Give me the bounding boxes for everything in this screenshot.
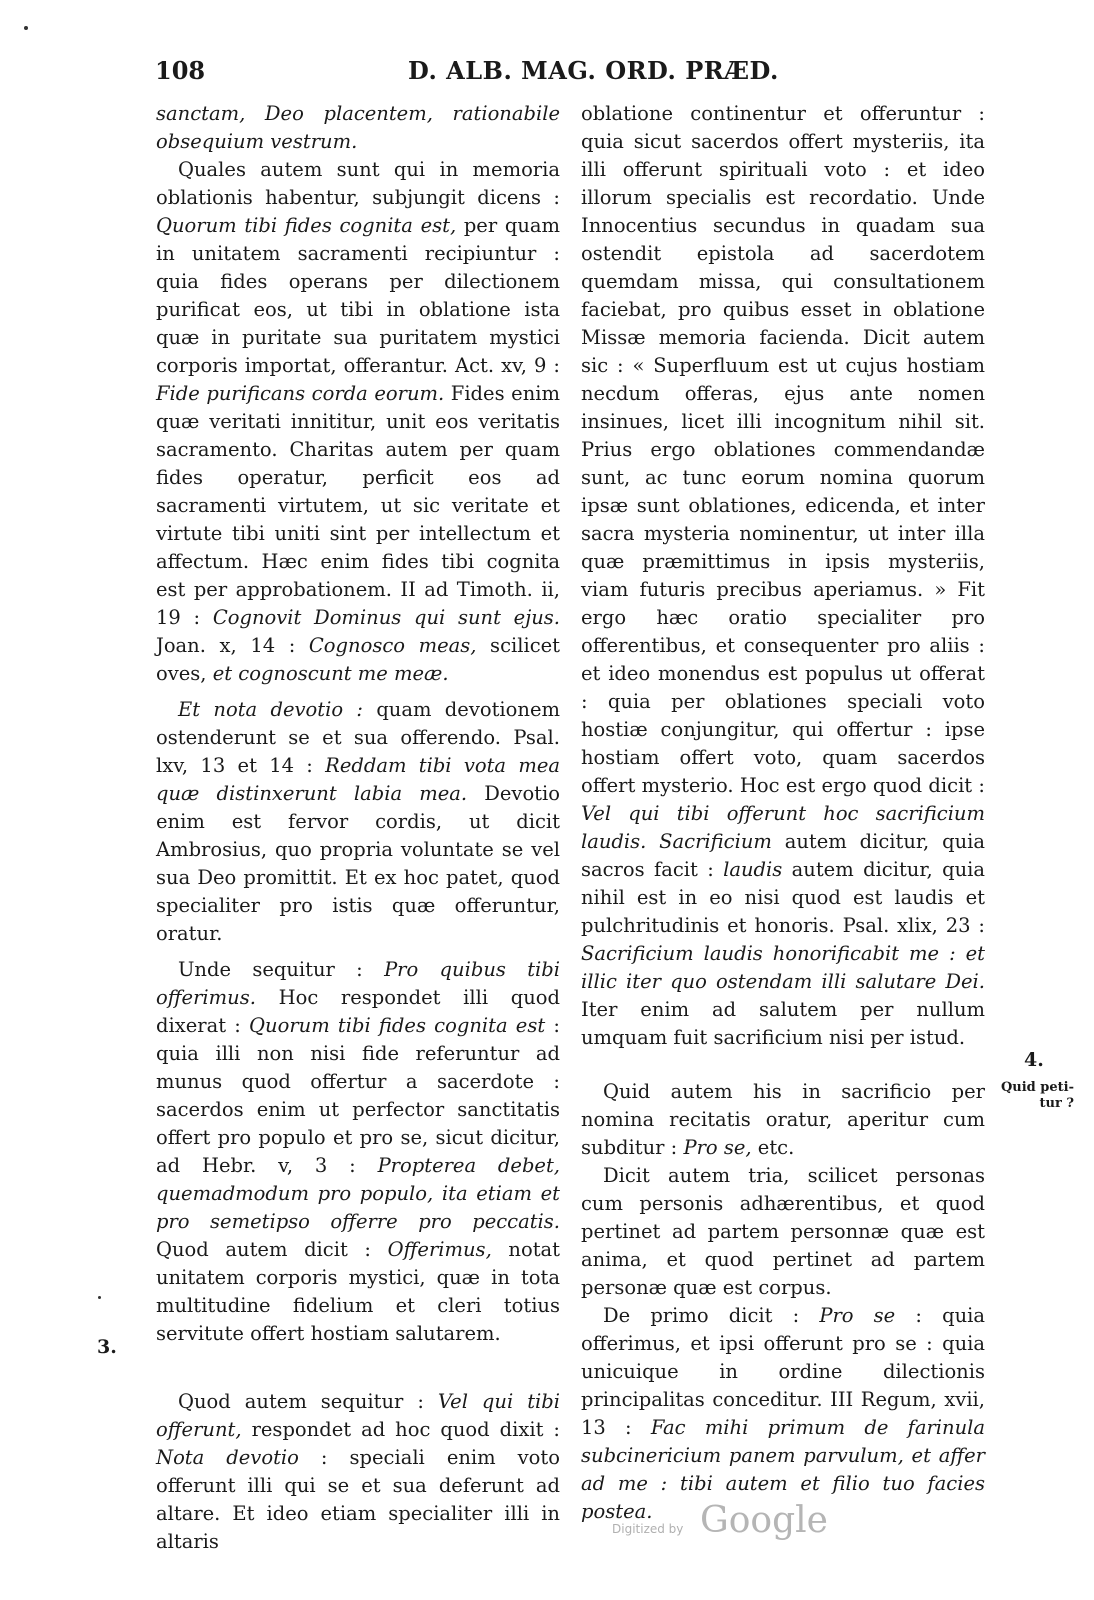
paragraph: Quales autem sunt qui in memoria oblationis habentur, subjungit dicens : Quorum tibi fides cognita est, per quam in unitatem sacramenti recipiuntur : quia fides operans per dilectionem purificat eos, ut tibi in oblatione ista quæ in puritate sua puritatem mystici corporis importat, offerantur. Act. xv, 9 : Fide purificans corda eorum. Fides enim quæ veritati innititur, unit eos veritatis sacramento. Charitas autem per quam fides operatur, perficit eos ad sacramenti virtutem, ut sic veritate et virtute tibi uniti sint per intellectum et affectum. Hæc enim fides tibi cognita est per approbationem. II ad Timoth. ii, 19 : Cognovit Dominus qui sunt ejus. Joan. x, 14 : Cognosco meas, scilicet oves, et cognoscunt me meæ. [156,158,561,685]
margin-section-number-3: 3. [97,1336,117,1358]
running-head: D. ALB. MAG. ORD. PRÆD. [408,56,779,85]
paragraph: Quid autem his in sacrificio per nomina recitatis oratur, aperitur cum subditur : Pro se, etc. [581,1080,985,1159]
watermark-logo-text: Google [700,1500,828,1541]
margin-note-line-1: Quid peti- [1000,1080,1074,1095]
right-text-column [581,100,985,1526]
margin-note-line-2: tur ? [1039,1096,1074,1111]
paragraph: Dicit autem tria, scilicet personas cum personis adhærentibus, et quod pertinet ad partem personnæ quæ est anima, et quod pertinet ad partem personæ quæ est corpus. [581,1164,985,1299]
paragraph: oblatione continentur et offeruntur : quia sicut sacerdos offert mysteriis, ita illi offerunt spirituali voto : et ideo illorum specialis est recordatio. Unde Innocentius secundus in quadam sua ostendit epistola ad sacerdotem quemdam missa, qui consultationem faciebat, pro quibus esset in oblatione Missæ memoria facienda. Dicit autem sic : « Superfluum est ut cujus hostiam necdum offeras, ejus ante nomen insinues, licet illi incognitum nihil sit. Prius ergo oblationes commendandæ sunt, ac tunc eorum nomina quorum ipsæ sunt oblationes, edicenda, et inter sacra mysteria nominentur, ut inter illa quæ præmittimus in ipsis mysteriis, viam futuris precibus aperiamus. » Fit ergo hæc oratio specialiter pro offerentibus, et consequenter pro aliis : et ideo monendus est populus ut offerat : quia per oblationes speciali voto hostiæ conjungitur, qui offertur : ipse hostiam offert voto, quam sacerdos offert mysterio. Hoc est ergo quod dicit : Vel qui tibi offerunt hoc sacrificium laudis. Sacrificium autem dicitur, quia sacros facit : laudis autem dicitur, quia nihil est in eo nisi quod est laudis et pulchritudinis et honoris. Psal. xlix, 23 : Sacrificium laudis honorificabit me : et illic iter quo ostendam illi salutare Dei. Iter enim ad salutem per nullum umquam fuit sacrificium nisi per istud. [581,102,986,1049]
paragraph: Quod autem sequitur : Vel qui tibi offerunt, respondet ad hoc quod dixit : Nota devotio : speciali enim voto offerunt illi qui se et sua deferunt ad altare. Et ideo etiam specialiter illi in altaris [156,1390,560,1553]
paragraph: Unde sequitur : Pro quibus tibi offerimus. Hoc respondet illi quod dixerat : Quorum tibi fides cognita est : quia illi non nisi fide referuntur ad munus quod offertur a sacerdote : sacerdos enim ut perfector sanctitatis offert pro populo et pro se, sicut dicitur, ad Hebr. v, 3 : Propterea debet, quemadmodum pro populo, ita etiam et pro semetipso offerre pro peccatis. Quod autem dicit : Offerimus, notat unitatem corporis mystici, quæ in tota multitudine fidelium et cleri totius servitute offert hostiam salutarem. [156,958,561,1345]
watermark-small-text: Digitized by [612,1522,684,1536]
left-text-column [156,100,560,1556]
scan-speck [24,26,28,30]
scan-speck [98,1296,101,1299]
page-number: 108 [155,56,206,85]
page-header [0,52,1094,92]
margin-note [984,1080,1074,1112]
margin-section-number-4: 4. [1024,1049,1044,1071]
paragraph: De primo dicit : Pro se : quia offerimus, et ipsi offerunt pro se : quia unicuique in ordine dilectionis principalitas conceditur. III Regum, xvii, 13 : Fac mihi primum de farinula subcinericium panem parvulum, et affer ad me : tibi autem et filio tuo facies postea. [581,1304,986,1523]
paragraph: sanctam, Deo placentem, rationabile obsequium vestrum. [156,102,560,153]
paragraph: Et nota devotio : quam devotionem ostenderunt se et sua offerendo. Psal. lxv, 13 et 14 : Reddam tibi vota mea quæ distinxerunt labia mea. Devotio enim est fervor cordis, ut dicit Ambrosius, quo propria voluntate se vel sua Deo promittit. Et ex hoc patet, quod specialiter pro istis quæ offeruntur, oratur. [156,698,560,945]
digitization-watermark [612,1500,842,1550]
